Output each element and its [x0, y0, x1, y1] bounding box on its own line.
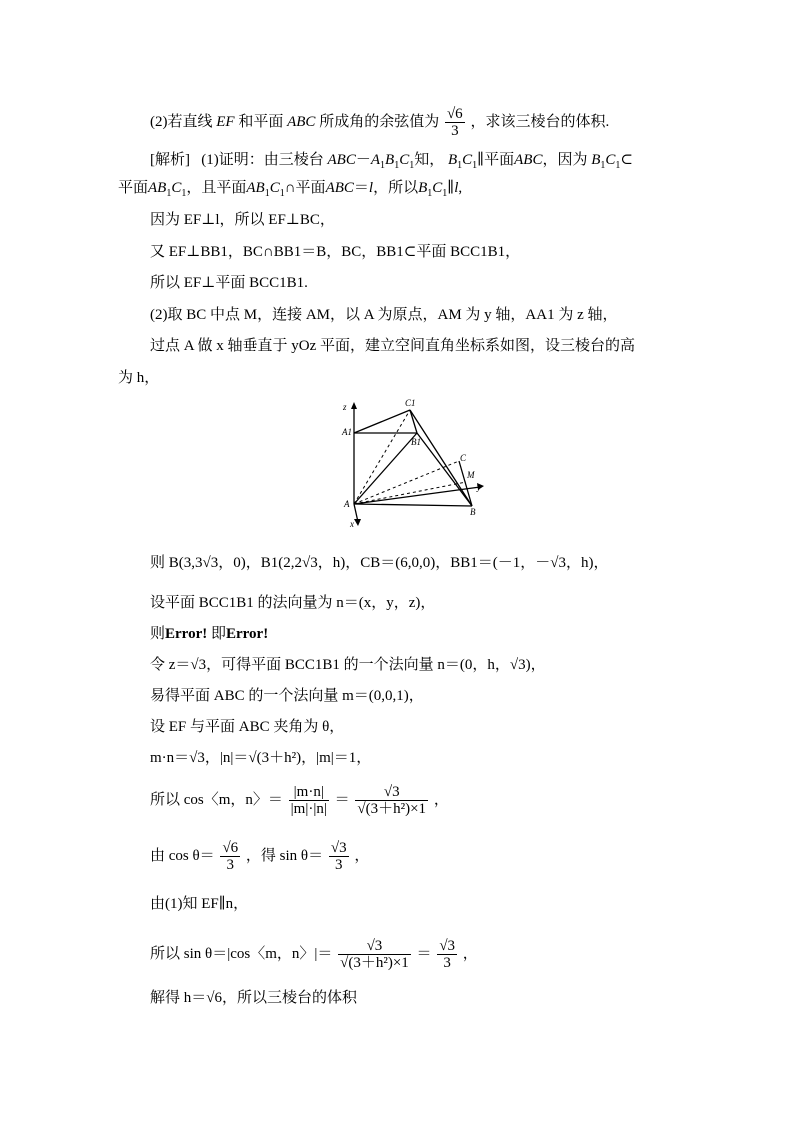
- step-6: 设 EF 与平面 ABC 夹角为 θ，: [150, 719, 345, 735]
- fig-label-5: M: [467, 470, 475, 480]
- analysis-line-3: 因为 EF⊥l，所以 EF⊥BC，: [150, 212, 335, 228]
- step-11-frac-2: [437, 938, 457, 971]
- step-9-frac-1: [220, 840, 240, 873]
- step-3a: 则: [150, 626, 166, 642]
- step-8-frac-2-num: √3: [355, 784, 428, 801]
- fig-label-0: z: [343, 402, 347, 412]
- analysis-p1a: (1)证明：由三棱台: [201, 152, 324, 168]
- step-8a: 所以 cos〈m，n〉＝: [150, 791, 283, 808]
- analysis-line-4: 又 EF⊥BB1，BC∩BB1＝B，BC，BB1⊂平面 BCC1B1，: [150, 244, 521, 260]
- q2-suffix: ，求该三棱台的体积.: [470, 113, 610, 130]
- step-9c: ，: [354, 847, 370, 864]
- step-12: 解得 h＝√6，所以三棱台的体积: [150, 990, 357, 1006]
- fig-label-4: C: [460, 453, 467, 463]
- fig-label-3: B1: [411, 437, 421, 447]
- analysis-line-5: 所以 EF⊥平面 BCC1B1.: [150, 275, 308, 291]
- step-8: [150, 784, 449, 817]
- analysis-tag: [解析]: [150, 152, 190, 168]
- step-11a: 所以 sin θ＝|cos〈m，n〉|＝: [150, 945, 333, 962]
- step-3-error-1: Error!: [165, 626, 208, 642]
- step-8-frac-1: [289, 784, 329, 817]
- analysis-l2b: ，且平面: [186, 180, 247, 196]
- step-11-frac-2-den: 3: [443, 955, 451, 971]
- q2-abc: ABC: [287, 113, 316, 130]
- step-9: [150, 840, 369, 873]
- q2-prefix: (2)若直线: [150, 113, 213, 130]
- step-8-frac-1-den: |m|·|n|: [290, 801, 327, 817]
- fig-label-7: A: [344, 499, 350, 509]
- step-9-frac-2: [329, 840, 349, 873]
- analysis-line-8: 为 h，: [118, 370, 160, 386]
- step-8b: ＝: [334, 791, 350, 808]
- step-5: 易得平面 ABC 的一个法向量 m＝(0,0,1)，: [150, 688, 424, 704]
- step-8c: ，: [433, 791, 449, 808]
- step-11: [150, 938, 478, 971]
- step-2: 设平面 BCC1B1 的法向量为 n＝(x，y，z)，: [150, 595, 436, 611]
- analysis-p1c: 平面: [484, 152, 515, 168]
- step-9-frac-2-num: √3: [330, 840, 347, 856]
- step-11b: ＝: [416, 945, 432, 962]
- q2-frac-num: √6: [446, 106, 463, 122]
- q2-mid: 和平面: [238, 113, 284, 130]
- step-4: 令 z＝√3，可得平面 BCC1B1 的一个法向量 n＝(0，h，√3)，: [150, 657, 546, 673]
- step-9-frac-2-den: 3: [334, 857, 343, 873]
- step-8-frac-2-den: √(3＋h²)×1: [357, 801, 427, 817]
- analysis-l2e: ，所以: [373, 180, 419, 196]
- analysis-l2d: ＝: [353, 180, 369, 196]
- fig-label-8: B: [470, 507, 476, 517]
- fig-label-2: A1: [342, 427, 352, 437]
- step-7: m·n＝√3，|n|＝√(3＋h²)，|m|＝1，: [150, 750, 372, 766]
- analysis-line-2: 平面$AB_1C_1$，且平面$AB_1C_1\cap$平面ABC＝l，所以$B_1C_1\parallel l$,: [118, 180, 463, 199]
- analysis-line-7: 过点 A 做 x 轴垂直于 yOz 平面，建立空间直角坐标系如图，设三棱台的高: [150, 338, 635, 354]
- fig-label-6: y: [477, 482, 481, 492]
- step-11-frac-1: [338, 938, 411, 971]
- frustum-figure: [340, 398, 490, 528]
- step-11-frac-1-den: √(3＋h²)×1: [340, 955, 409, 971]
- analysis-l2c: ∩平面: [284, 180, 326, 196]
- step-11-frac-1-num: √3: [338, 938, 411, 955]
- step-3: [150, 624, 268, 644]
- fig-label-1: C1: [405, 398, 416, 408]
- step-9b: ，得 sin θ＝: [245, 847, 324, 864]
- step-8-frac-1-num: |m·n|: [289, 784, 329, 801]
- question-2: [150, 106, 609, 139]
- analysis-line-1: [解析] (1)证明：由三棱台 $ABC-A_1B_1C_1$知， $B_1C_1\parallel$平面ABC，因为 $B_1C_1\subset$: [150, 152, 633, 171]
- fig-label-9: x: [350, 519, 354, 528]
- step-1: 则 B(3,3√3，0)，B1(2,2√3，h)，CB＝(6,0,0)，BB1＝(－1，－√3，h)，: [150, 555, 609, 571]
- analysis-line-6: (2)取 BC 中点 M，连接 AM，以 A 为原点，AM 为 y 轴，AA1 为 z 轴，: [150, 307, 618, 323]
- q2-fraction: [445, 106, 465, 139]
- step-9-frac-1-num: √6: [222, 840, 239, 856]
- step-9-frac-1-den: 3: [226, 857, 235, 873]
- step-3c: 即: [207, 626, 226, 642]
- q2-ef: EF: [216, 113, 235, 130]
- analysis-p1d: ，因为: [542, 152, 588, 168]
- step-9a: 由 cos θ＝: [150, 847, 215, 864]
- step-3-error-2: Error!: [225, 626, 269, 642]
- step-11c: ，: [462, 945, 478, 962]
- step-8-frac-2: [355, 784, 428, 817]
- analysis-l2a: 平面: [118, 180, 149, 196]
- analysis-p1b: 知，: [414, 152, 445, 168]
- q2-mid2: 所成角的余弦值为: [319, 113, 440, 130]
- step-11-frac-2-num: √3: [439, 938, 456, 954]
- step-10: 由(1)知 EF∥n，: [150, 896, 249, 912]
- q2-frac-den: 3: [451, 123, 459, 139]
